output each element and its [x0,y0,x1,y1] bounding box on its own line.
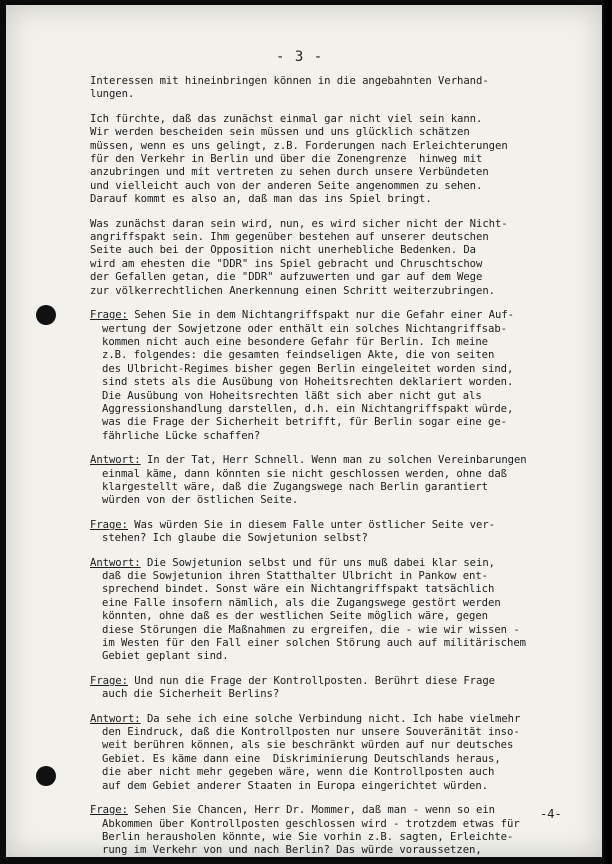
text-line: Seite auch bei der Opposition nicht unerhebliche Bedenken. Da [90,244,477,257]
text-line [90,557,590,570]
text-line: Die Ausübung von Hoheitsrechten läßt sich aber nicht gut als [102,389,482,402]
text-line: Wir werden bescheiden sein müssen und uns glücklich schätzen [90,126,470,139]
text-line [90,454,590,467]
text-line: wird am ehesten die "DDR" ins Spiel gebracht und Chruschtschow [90,257,483,270]
text-line: zur völkerrechtlichen Anerkennung einen Schritt weiterzubringen. [90,284,495,297]
text-line: der Gefallen getan, die "DDR" aufzuwerten und gar auf dem Wege [90,271,483,284]
text-line: Gebiet geplant sind. [102,650,229,663]
text-line [90,519,590,532]
text-line: auf dem Gebiet anderer Staaten in Europa eingerichtet würden. [102,779,489,792]
text-line: daß die Sowjetunion ihren Statthalter Ulbricht in Pankow ent- [102,570,489,582]
speaker-label: Frage: [90,674,128,687]
text-line: rung im Verkehr von und nach Berlin? Das würde voraussetzen, [102,844,482,857]
text-line: Berlin herausholen könnte, wie Sie vorhin z.B. sagten, Erleichte- [102,830,514,843]
question-block [90,675,590,702]
question-block [90,804,590,857]
text-line: die aber nicht mehr gegeben wäre, wenn die Kontrollposten auch [102,766,495,779]
paragraph [90,113,590,207]
text-line: z.B. folgendes: die gesamten feindseligen Akte, die von seiten [102,349,495,362]
text-line: und vielleicht auch von der anderen Seite angenommen zu sehen. [90,179,483,192]
speaker-label: Antwort: [90,712,141,725]
text-line: Abkommen über Kontrollposten geschlossen wird - trotzdem etwas für [102,817,520,830]
paragraph [90,218,590,298]
paragraph [90,75,590,102]
text-fragment: Und nun die Frage der Kontrollposten. Berührt diese Frage [127,674,495,687]
text-line: Was zunächst daran sein wird, nun, es wird sicher nicht der Nicht- [90,217,508,230]
speaker-label: Frage: [90,804,128,817]
question-block [90,519,590,546]
typed-text-body [90,75,590,857]
text-fragment: Sehen Sie in dem Nichtangriffspakt nur die Gefahr einer Auf- [127,309,514,322]
scan-edge [604,0,612,864]
text-line: Aggressionshandlung darstellen, d.h. ein Nichtangriffspakt würde, [102,402,514,415]
speaker-label: Frage: [90,518,128,531]
answer-block [90,454,590,508]
text-line: stehen? Ich glaube die Sowjetunion selbst? [102,532,368,545]
text-line: eine Falle insofern nämlich, als die Zugangswege gestört werden [102,596,501,609]
text-line: könnten, ohne daß es der westlichen Seite möglich wäre, gegen [102,610,489,623]
text-fragment: In der Tat, Herr Schnell. Wenn man zu solchen Vereinbarungen [140,454,527,467]
text-line: einmal käme, dann könnten sie nicht geschlossen werden, ohne daß [102,467,507,480]
text-line: des Ulbricht-Regimes bisher gegen Berlin eingeleitet worden sind, [102,362,514,375]
answer-block [90,557,590,664]
text-line: kommen nicht auch eine besondere Gefahr für Berlin. Ich meine [102,335,489,348]
page-number: - 3 - [276,49,324,65]
text-line: anzubringen und mit vertreten zu sehen durch unsere Verbündeten [90,166,489,179]
punch-hole-bottom [36,766,56,786]
punch-hole-top [36,305,56,325]
text-line: müssen, wenn es uns gelingt, z.B. Forderungen nach Erleichterungen [90,139,508,152]
text-line: diese Störungen die Maßnahmen zu ergreifen, die - wie wir wissen - [102,623,520,636]
text-fragment: Die Sowjetunion selbst und für uns muß dabei klar sein, [140,556,495,569]
text-line: Gebiet. Es käme dann eine Diskriminierung Deutschlands heraus, [102,752,501,765]
text-line: wertung der Sowjetzone oder enthält ein solches Nichtangriffsab- [102,322,507,335]
text-line: Interessen mit hineinbringen können in die angebahnten Verhand- [90,75,489,87]
text-line [90,804,590,817]
document-page [6,5,602,857]
text-line [90,675,590,688]
text-line: angriffspakt sein. Ihm gegenüber bestehen auf unserer deutschen [90,231,489,244]
text-line: klargestellt wäre, daß die Zugangswege nach Berlin garantiert [102,480,489,493]
text-fragment: Was würden Sie in diesem Falle unter östlicher Seite ver- [127,518,495,531]
text-line [90,713,590,726]
question-block [90,309,590,443]
text-line: auch die Sicherheit Berlins? [102,688,280,701]
text-line: Darauf kommt es also an, daß man das ins Spiel bringt. [90,193,432,206]
text-line: den Eindruck, daß die Kontrollposten nur unsere Souveränität inso- [102,726,520,739]
text-line: sprechend bindet. Sonst wäre ein Nichtangriffspakt tatsächlich [102,583,495,596]
text-line: im Westen für den Fall einer solchen Störung auch auf militärischem [102,637,526,650]
next-page-marker: -4- [540,807,562,821]
text-line: fährliche Lücke schaffen? [102,429,261,442]
text-line: sind stets als die Ausübung von Hoheitsrechten deklariert worden. [102,376,514,389]
text-line: würden von der östlichen Seite. [102,494,299,507]
speaker-label: Antwort: [90,454,141,467]
text-fragment: Sehen Sie Chancen, Herr Dr. Mommer, daß man - wenn so ein [127,804,495,817]
text-line: weit berühren können, als sie beschränkt würden auf nur deutsches [102,739,514,752]
answer-block [90,713,590,793]
speaker-label: Frage: [90,309,128,322]
text-line [90,309,590,322]
text-fragment: Da sehe ich eine solche Verbindung nicht. Ich habe vielmehr [140,712,521,725]
speaker-label: Antwort: [90,556,141,569]
text-line: was die Frage der Sicherheit betrifft, für Berlin sogar eine ge- [102,416,507,429]
text-line: Ich fürchte, daß das zunächst einmal gar nicht viel sein kann. [90,112,483,125]
text-line: lungen. [90,88,135,101]
text-line: für den Verkehr in Berlin und über die Zonengrenze hinweg mit [90,153,483,166]
